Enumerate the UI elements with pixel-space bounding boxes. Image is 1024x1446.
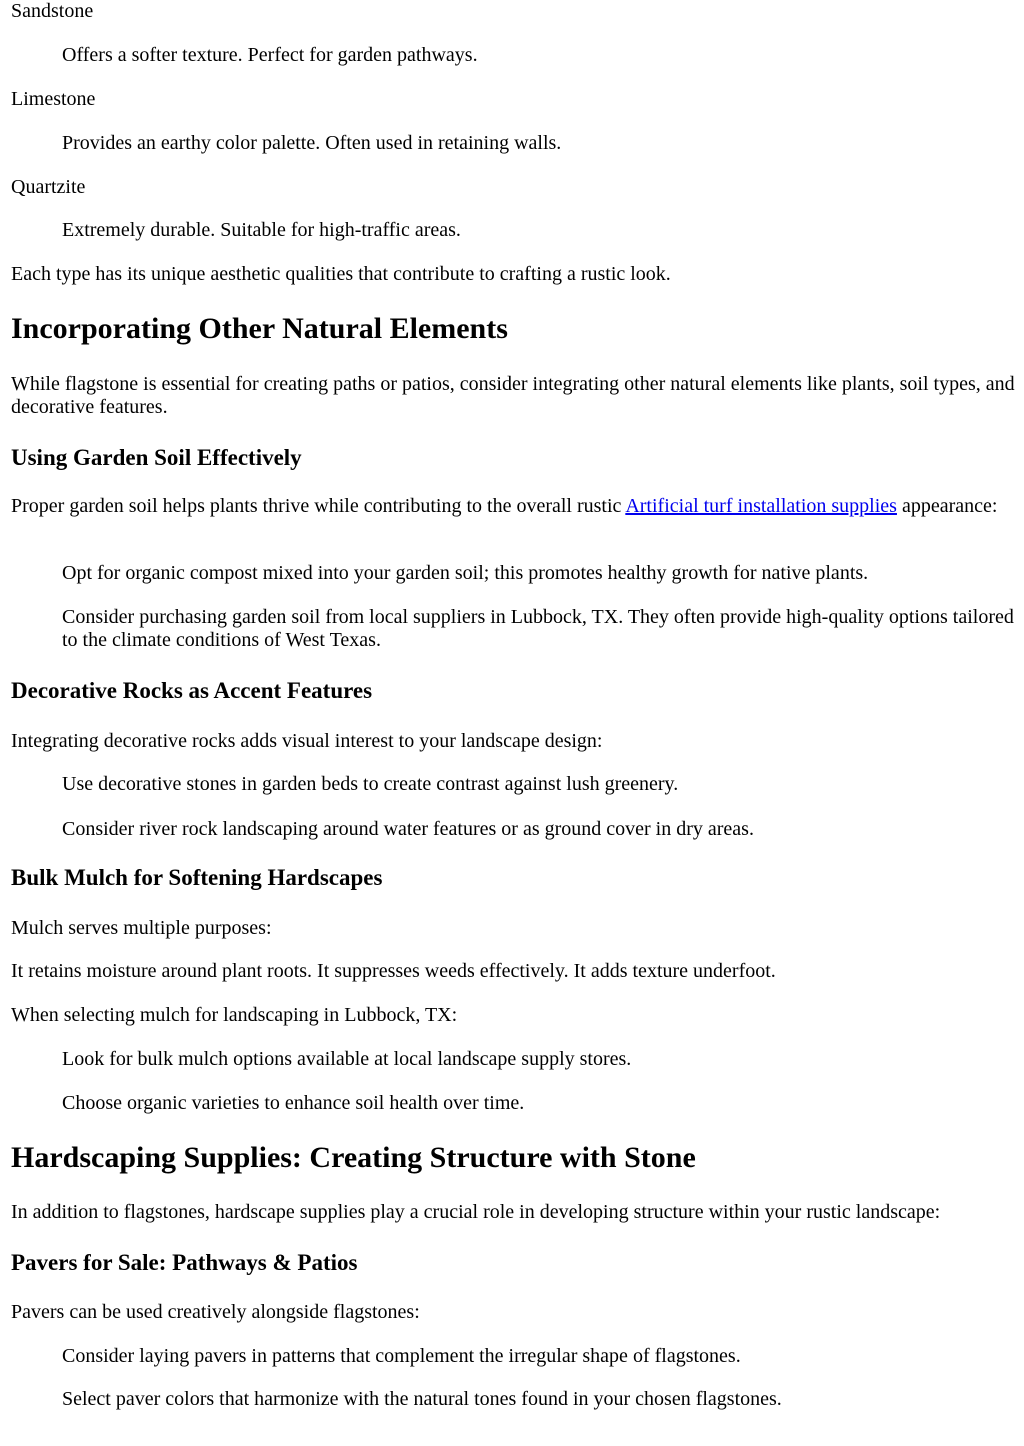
mulch-item-bulk-options: Look for bulk mulch options available at local landscape supply stores. xyxy=(62,1048,632,1070)
garden-soil-text-before-link: Proper garden soil helps plants thrive while contributing to the overall rustic xyxy=(11,495,626,517)
desc-quartzite: Extremely durable. Suitable for high-traffic areas. xyxy=(62,219,461,241)
term-limestone: Limestone xyxy=(11,88,96,110)
desc-limestone: Provides an earthy color palette. Often used in retaining walls. xyxy=(62,132,562,154)
garden-soil-item-suppliers: Consider purchasing garden soil from local suppliers in Lubbock, TX. They often provide high-quality options tailored to the climate conditions of West Texas. xyxy=(62,606,1014,651)
paragraph-decorative-rocks: Integrating decorative rocks adds visual interest to your landscape design: xyxy=(11,730,603,752)
heading-pavers-for-sale: Pavers for Sale: Pathways & Patios xyxy=(11,1250,358,1275)
term-sandstone: Sandstone xyxy=(11,0,94,22)
intro-summary: Each type has its unique aesthetic qualities that contribute to crafting a rustic look. xyxy=(11,263,671,285)
mulch-item-organic: Choose organic varieties to enhance soil health over time. xyxy=(62,1092,525,1114)
rocks-item-garden-beds: Use decorative stones in garden beds to create contrast against lush greenery. xyxy=(62,773,679,795)
paragraph-garden-soil xyxy=(11,495,1017,518)
garden-soil-item-compost: Opt for organic compost mixed into your garden soil; this promotes healthy growth for native plants. xyxy=(62,562,869,584)
paragraph-mulch-selecting: When selecting mulch for landscaping in Lubbock, TX: xyxy=(11,1004,458,1026)
desc-sandstone: Offers a softer texture. Perfect for garden pathways. xyxy=(62,44,478,66)
rocks-item-river-rock: Consider river rock landscaping around water features or as ground cover in dry areas. xyxy=(62,818,754,840)
heading-natural-elements: Incorporating Other Natural Elements xyxy=(11,312,508,345)
heading-decorative-rocks: Decorative Rocks as Accent Features xyxy=(11,678,373,703)
paragraph-mulch-benefits: It retains moisture around plant roots. It suppresses weeds effectively. It adds texture underfoot. xyxy=(11,960,776,982)
pavers-item-colors: Select paver colors that harmonize with the natural tones found in your chosen flagstones. xyxy=(62,1388,782,1410)
paragraph-natural-elements: While flagstone is essential for creating paths or patios, consider integrating other natural elements like plants, soil types, and decorative features. xyxy=(11,373,1015,418)
term-quartzite: Quartzite xyxy=(11,176,86,198)
heading-garden-soil: Using Garden Soil Effectively xyxy=(11,445,302,470)
heading-bulk-mulch: Bulk Mulch for Softening Hardscapes xyxy=(11,865,383,890)
paragraph-mulch-purposes: Mulch serves multiple purposes: xyxy=(11,917,272,939)
paragraph-pavers: Pavers can be used creatively alongside flagstones: xyxy=(11,1301,420,1323)
pavers-item-patterns: Consider laying pavers in patterns that complement the irregular shape of flagstones. xyxy=(62,1345,741,1367)
heading-hardscaping-supplies: Hardscaping Supplies: Creating Structure with Stone xyxy=(11,1141,696,1174)
paragraph-hardscaping-supplies: In addition to flagstones, hardscape supplies play a crucial role in developing structure within your rustic landscape: xyxy=(11,1201,941,1223)
artificial-turf-link[interactable]: Artificial turf installation supplies xyxy=(625,495,897,517)
garden-soil-text-after-link: appearance: xyxy=(896,495,998,517)
